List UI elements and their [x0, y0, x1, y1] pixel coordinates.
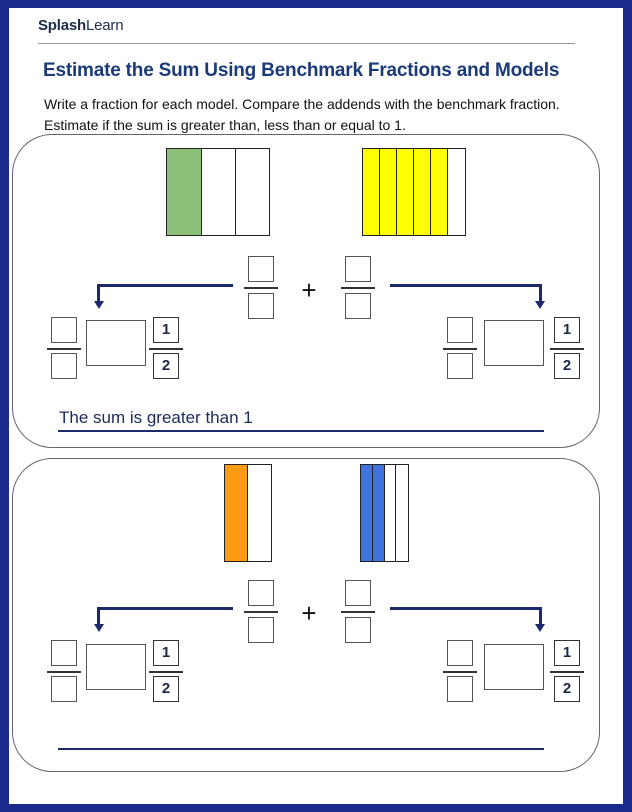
fraction-bar	[47, 671, 81, 673]
p2-left-numerator-box[interactable]	[248, 580, 274, 606]
p1-left-compare-box[interactable]	[86, 320, 146, 366]
p2-right-copy-numerator-box[interactable]	[447, 640, 473, 666]
fraction-bar	[550, 348, 584, 350]
p1-answer-line[interactable]	[58, 430, 544, 432]
p2-left-denominator-box[interactable]	[248, 617, 274, 643]
splashlearn-logo	[38, 17, 123, 34]
benchmark-numerator: 1	[554, 640, 580, 666]
problem-2-left-model	[224, 464, 272, 562]
benchmark-denominator: 2	[554, 676, 580, 702]
benchmark-denominator: 2	[153, 353, 179, 379]
model-part-shaded	[373, 465, 385, 561]
instruction-line-1: Write a fraction for each model. Compare the addends with the benchmark fraction.	[44, 96, 560, 112]
fraction-bar	[341, 287, 375, 289]
p2-answer-line[interactable]	[58, 748, 544, 750]
p2-right-compare-box[interactable]	[484, 644, 544, 690]
p2-left-copy-denominator-box[interactable]	[51, 676, 77, 702]
p1-left-copy-denominator-box[interactable]	[51, 353, 77, 379]
p2-right-denominator-box[interactable]	[345, 617, 371, 643]
fraction-bar	[244, 611, 278, 613]
right-arrow-line	[390, 284, 542, 303]
fraction-bar	[47, 348, 81, 350]
problem-1-left-model	[166, 148, 270, 236]
problem-1-right-model	[362, 148, 466, 236]
model-part-shaded	[397, 149, 414, 235]
model-part-shaded	[414, 149, 431, 235]
model-part	[236, 149, 269, 235]
benchmark-denominator: 2	[153, 676, 179, 702]
p1-left-denominator-box[interactable]	[248, 293, 274, 319]
left-arrow-line	[97, 284, 233, 303]
model-part	[396, 465, 407, 561]
logo-bold-text: Splash	[38, 17, 86, 34]
p1-right-numerator-box[interactable]	[345, 256, 371, 282]
p1-right-compare-box[interactable]	[484, 320, 544, 366]
model-part-shaded	[361, 465, 373, 561]
model-part	[385, 465, 396, 561]
model-part-shaded	[431, 149, 448, 235]
model-part-shaded	[380, 149, 397, 235]
p2-left-compare-box[interactable]	[86, 644, 146, 690]
benchmark-numerator: 1	[153, 317, 179, 343]
model-part-shaded	[363, 149, 380, 235]
model-part-shaded	[225, 465, 248, 561]
benchmark-numerator: 1	[554, 317, 580, 343]
header-divider	[38, 43, 575, 44]
p1-right-copy-denominator-box[interactable]	[447, 353, 473, 379]
left-arrow-line	[97, 607, 233, 626]
plus-sign: +	[301, 598, 317, 628]
arrow-down-icon	[94, 624, 104, 632]
benchmark-numerator: 1	[153, 640, 179, 666]
p1-right-denominator-box[interactable]	[345, 293, 371, 319]
model-part	[248, 465, 271, 561]
fraction-bar	[550, 671, 584, 673]
plus-sign: +	[301, 275, 317, 305]
p2-right-numerator-box[interactable]	[345, 580, 371, 606]
problem-2-right-model	[360, 464, 409, 562]
fraction-bar	[149, 348, 183, 350]
benchmark-denominator: 2	[554, 353, 580, 379]
fraction-bar	[443, 671, 477, 673]
p1-left-numerator-box[interactable]	[248, 256, 274, 282]
arrow-down-icon	[535, 624, 545, 632]
p1-right-copy-numerator-box[interactable]	[447, 317, 473, 343]
p1-left-copy-numerator-box[interactable]	[51, 317, 77, 343]
logo-light-text: Learn	[85, 17, 124, 34]
p2-left-copy-numerator-box[interactable]	[51, 640, 77, 666]
arrow-down-icon	[94, 301, 104, 309]
p2-right-copy-denominator-box[interactable]	[447, 676, 473, 702]
model-part-shaded	[167, 149, 202, 235]
model-part	[448, 149, 465, 235]
fraction-bar	[443, 348, 477, 350]
worksheet-title: Estimate the Sum Using Benchmark Fractions and Models	[43, 60, 560, 81]
model-part	[202, 149, 236, 235]
arrow-down-icon	[535, 301, 545, 309]
right-arrow-line	[390, 607, 542, 626]
fraction-bar	[341, 611, 375, 613]
fraction-bar	[244, 287, 278, 289]
fraction-bar	[149, 671, 183, 673]
instruction-line-2: Estimate if the sum is greater than, less than or equal to 1.	[44, 117, 406, 133]
p1-answer-text: The sum is greater than 1	[59, 408, 253, 427]
